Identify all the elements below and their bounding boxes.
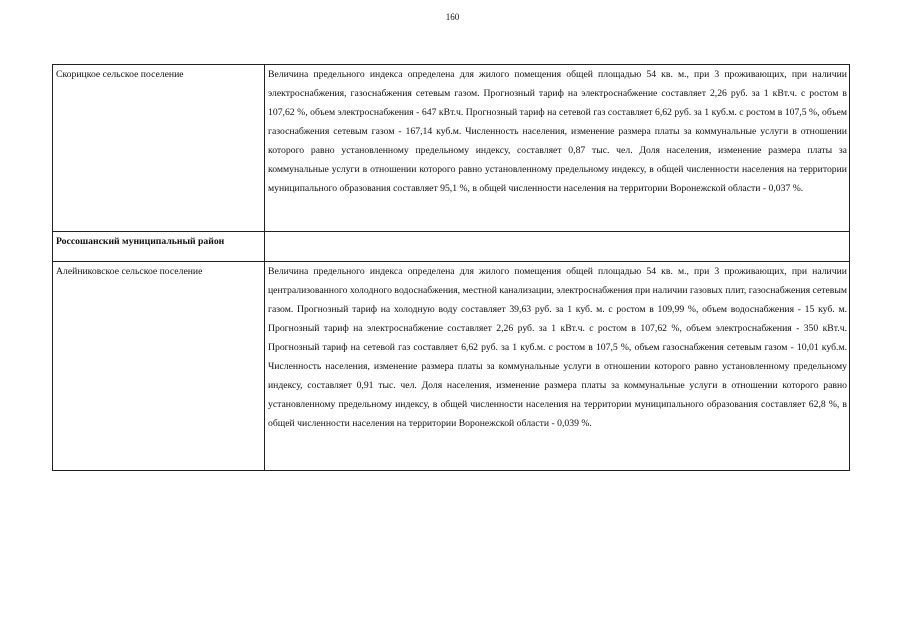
table-row [53,232,850,262]
settlement-description-cell: Величина предельного индекса определена для жилого помещения общей площадью 54 кв. м., при 3 проживающих, при наличии электроснабжения, газоснабжения сетевым газом. Прогнозный тариф на электроснабжение составляет 2,26 руб. за 1 кВт.ч. с ростом в 107,62 %, объем электроснабжения - 647 кВт.ч. Прогнозный тариф на сетевой газ составляет 6,62 руб. за 1 куб.м. с ростом в 107,5 %, объем газоснабжения сетевым газом - 167,14 куб.м. Численность населения, изменение размера платы за коммунальные услуги в отношении которого равно установленному предельному индексу, составляет 0,87 тыс. чел. Доля населения, изменение размера платы за коммунальные услуги в отношении которого равно установленному предельному индексу, в общей численности населения на территории муниципального образования составляет 95,1 %, в общей численности населения на территории Воронежской области - 0,037 %. [265,65,850,232]
district-description-cell [265,232,850,262]
table-row [53,262,850,471]
settlement-name-cell: Алейниковское сельское поселение [53,262,265,471]
table-row [53,65,850,232]
settlement-name-cell: Скорицкое сельское поселение [53,65,265,232]
settlement-description-cell: Величина предельного индекса определена для жилого помещения общей площадью 54 кв. м., при 3 проживающих, при наличии централизованного холодного водоснабжения, местной канализации, электроснабжения при наличии газовых плит, газоснабжения сетевым газом. Прогнозный тариф на холодную воду составляет 39,63 руб. за 1 куб. м. с ростом в 109,99 %, объем водоснабжения - 15 куб. м. Прогнозный тариф на электроснабжение составляет 2,26 руб. за 1 кВт.ч. с ростом в 107,62 %, объем электроснабжения - 350 кВт.ч. Прогнозный тариф на сетевой газ составляет 6,62 руб. за 1 куб.м. с ростом в 107,5 %, объем газоснабжения сетевым газом - 10,01 куб.м. Численность населения, изменение размера платы за коммунальные услуги в отношении которого равно установленному предельному индексу, составляет 0,91 тыс. чел. Доля населения, изменение размера платы за коммунальные услуги в отношении которого равно установленному предельному индексу, в общей численности населения на территории муниципального образования составляет 62,8 %, в общей численности населения на территории Воронежской области - 0,039 %. [265,262,850,471]
settlement-tariff-table [52,64,850,471]
page-number: 160 [445,12,460,22]
district-name-cell: Россошанский муниципальный район [53,232,265,262]
